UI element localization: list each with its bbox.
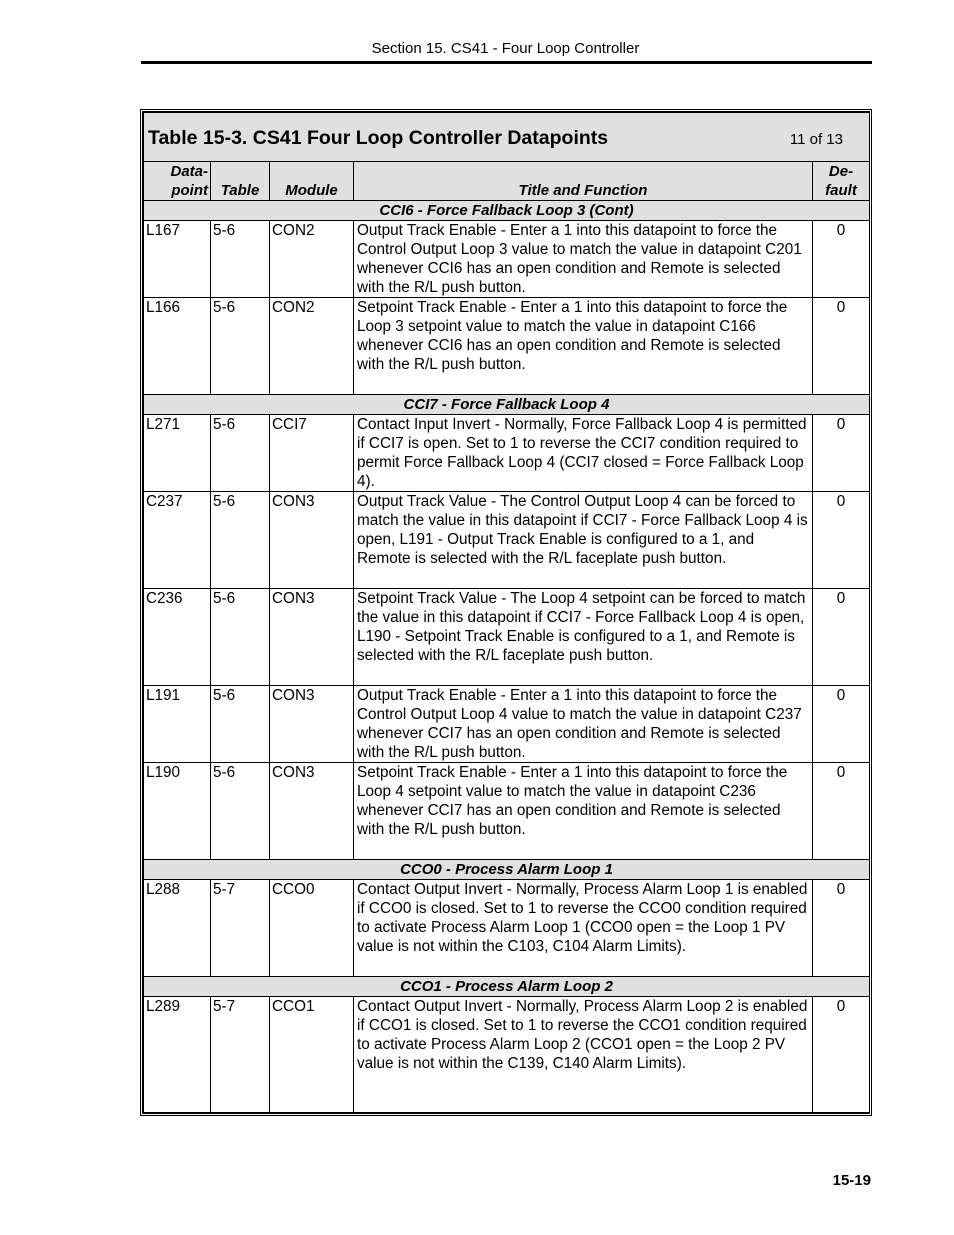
- page-header: Section 15. CS41 - Four Loop Controller: [371, 40, 640, 57]
- cell-table: 5-6: [211, 686, 270, 763]
- table-row: [144, 415, 870, 492]
- cell-table: 5-6: [211, 492, 270, 589]
- col-header-default: [813, 162, 870, 201]
- section-label: CCO1 - Process Alarm Loop 2: [144, 977, 870, 997]
- cell-table: 5-6: [211, 221, 270, 298]
- cell-table: 5-6: [211, 763, 270, 860]
- cell-datapoint: L166: [144, 298, 211, 395]
- table-row: [144, 686, 870, 763]
- table-title-row: [144, 113, 870, 162]
- cell-table: 5-6: [211, 298, 270, 395]
- col-header-title: Title and Function: [354, 162, 813, 201]
- table-title: Table 15-3. CS41 Four Loop Controller Datapoints: [148, 127, 609, 149]
- table-row: [144, 221, 870, 298]
- cell-default: 0: [813, 589, 870, 686]
- table-row: [144, 880, 870, 977]
- cell-module: CCO1: [270, 997, 354, 1113]
- cell-table: 5-7: [211, 880, 270, 977]
- col-header-module: Module: [270, 162, 354, 201]
- cell-datapoint: L288: [144, 880, 211, 977]
- section-label: CCI7 - Force Fallback Loop 4: [144, 395, 870, 415]
- cell-module: CCO0: [270, 880, 354, 977]
- cell-default: 0: [813, 997, 870, 1113]
- cell-function: Contact Output Invert - Normally, Process Alarm Loop 1 is enabled if CCO0 is closed. Set to 1 to reverse the CCO0 condition required to activate Process Alarm Loop 1 (CCO0 open = the Loop 1 PV value is not within the C103, C104 Alarm Limits).: [354, 880, 813, 977]
- col-header-default-line2: fault: [825, 182, 857, 199]
- datapoints-table: [142, 111, 870, 1114]
- cell-datapoint: C236: [144, 589, 211, 686]
- cell-function: Setpoint Track Value - The Loop 4 setpoint can be forced to match the value in this datapoint if CCI7 - Force Fallback Loop 4 is open, L190 - Setpoint Track Enable is configured to a 1, and Remote is selected with the R/L faceplate push button.: [354, 589, 813, 686]
- cell-module: CCI7: [270, 415, 354, 492]
- cell-default: 0: [813, 221, 870, 298]
- cell-module: CON3: [270, 589, 354, 686]
- page-number: 15-19: [832, 1172, 871, 1189]
- cell-default: 0: [813, 298, 870, 395]
- cell-default: 0: [813, 686, 870, 763]
- cell-datapoint: L191: [144, 686, 211, 763]
- section-header-row: [144, 201, 870, 221]
- cell-default: 0: [813, 492, 870, 589]
- cell-datapoint: L190: [144, 763, 211, 860]
- cell-module: CON2: [270, 298, 354, 395]
- col-header-default-line1: De-: [828, 163, 854, 180]
- col-header-table: Table: [211, 162, 270, 201]
- table-row: [144, 298, 870, 395]
- table-row: [144, 589, 870, 686]
- cell-default: 0: [813, 415, 870, 492]
- cell-function: Output Track Enable - Enter a 1 into this datapoint to force the Control Output Loop 4 value to match the value in datapoint C237 whenever CCI7 has an open condition and Remote is selected with the R/L push button.: [354, 686, 813, 763]
- column-header-row: [144, 162, 870, 201]
- col-header-datapoint: [144, 162, 211, 201]
- cell-table: 5-6: [211, 589, 270, 686]
- cell-datapoint: L271: [144, 415, 211, 492]
- section-header-row: [144, 860, 870, 880]
- cell-function: Setpoint Track Enable - Enter a 1 into this datapoint to force the Loop 4 setpoint value to match the value in datapoint C236 whenever CCI7 has an open condition and Remote is selected with the R/L push button.: [354, 763, 813, 860]
- cell-datapoint: L289: [144, 997, 211, 1113]
- cell-table: 5-6: [211, 415, 270, 492]
- cell-datapoint: L167: [144, 221, 211, 298]
- section-header-row: [144, 977, 870, 997]
- cell-function: Contact Output Invert - Normally, Process Alarm Loop 2 is enabled if CCO1 is closed. Set to 1 to reverse the CCO1 condition required to activate Process Alarm Loop 2 (CCO1 open = the Loop 2 PV value is not within the C139, C140 Alarm Limits).: [354, 997, 813, 1113]
- cell-default: 0: [813, 763, 870, 860]
- cell-module: CON2: [270, 221, 354, 298]
- cell-function: Contact Input Invert - Normally, Force Fallback Loop 4 is permitted if CCI7 is open. Set to 1 to reverse the CCI7 condition required to permit Force Fallback Loop 4 (CCI7 closed = Force Fallback Loop 4).: [354, 415, 813, 492]
- cell-function: Output Track Value - The Control Output Loop 4 can be forced to match the value in this datapoint if CCI7 - Force Fallback Loop 4 is open, L191 - Output Track Enable is configured to a 1, and Remote is selected with the R/L faceplate push button.: [354, 492, 813, 589]
- cell-datapoint: C237: [144, 492, 211, 589]
- col-header-datapoint-line1: Data-: [170, 163, 208, 180]
- table-row: [144, 763, 870, 860]
- col-header-datapoint-line2: point: [171, 182, 208, 199]
- cell-module: CON3: [270, 492, 354, 589]
- header-rule: [141, 61, 872, 64]
- table-row: [144, 492, 870, 589]
- section-label: CCI6 - Force Fallback Loop 3 (Cont): [144, 201, 870, 221]
- cell-module: CON3: [270, 686, 354, 763]
- section-header-row: [144, 395, 870, 415]
- table-pager: 11 of 13: [789, 131, 843, 148]
- cell-module: CON3: [270, 763, 354, 860]
- section-label: CCO0 - Process Alarm Loop 1: [144, 860, 870, 880]
- cell-table: 5-7: [211, 997, 270, 1113]
- cell-function: Setpoint Track Enable - Enter a 1 into this datapoint to force the Loop 3 setpoint value to match the value in datapoint C166 whenever CCI6 has an open condition and Remote is selected with the R/L push button.: [354, 298, 813, 395]
- cell-function: Output Track Enable - Enter a 1 into this datapoint to force the Control Output Loop 3 value to match the value in datapoint C201 whenever CCI6 has an open condition and Remote is selected with the R/L push button.: [354, 221, 813, 298]
- cell-default: 0: [813, 880, 870, 977]
- table-row: [144, 997, 870, 1113]
